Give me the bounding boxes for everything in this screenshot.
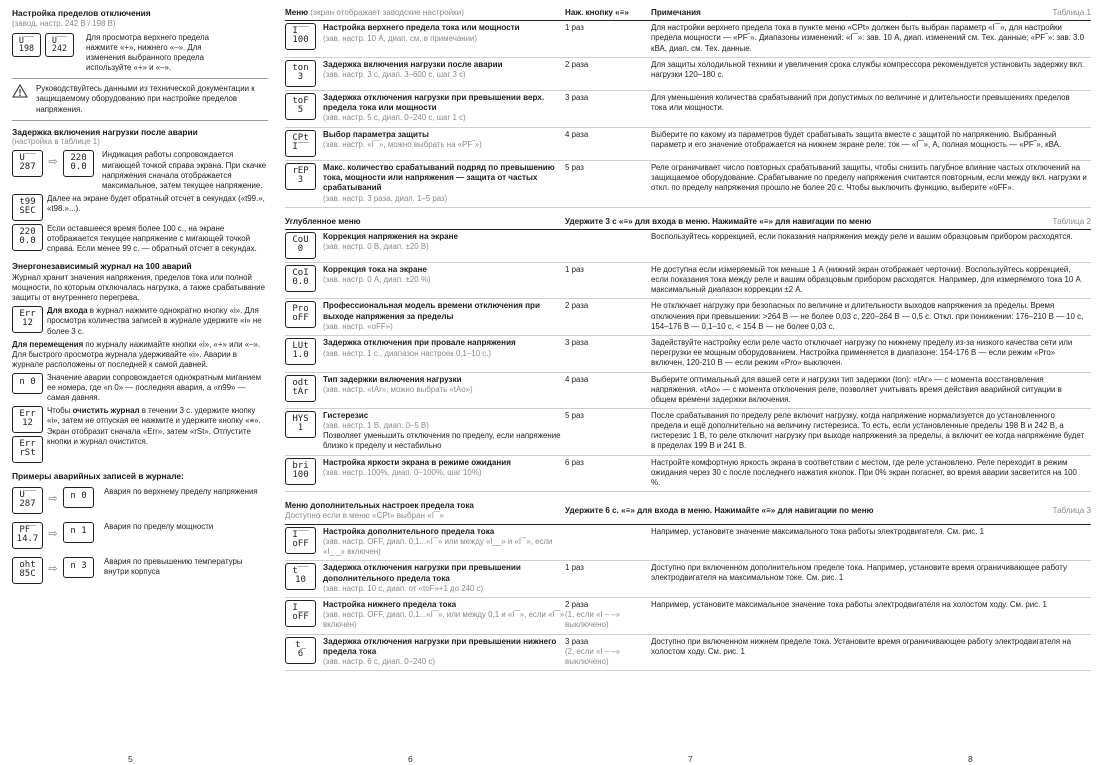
note-cell: Воспользуйтесь коррекцией, если показания напряжения между реле и вашим образцовым прибором расходятся. [651, 232, 1073, 242]
journal-clear-text-c: в течении 3 с. удержите кнопку «i», затем не отпуская ее нажмите и удержите кнопку «≡». Экран отобразит сначала «Err», затем «rSt». Отпустите кнопки и журнал очистится. [47, 406, 261, 446]
settings-row [285, 21, 1091, 57]
setting-display: t‾‾ 10 [285, 563, 316, 590]
example-display-a: oht 85C [12, 557, 43, 584]
press-count: 4 раза [565, 374, 589, 384]
press-count: 5 раз [565, 162, 584, 172]
note-cell: Не доступна если измеряемый ток меньше 1 А (нижний экран отображает черточки). Воспользуйтесь коррекцией, если показания тока между реле и вашим образцовым прибором расходятся. Например, для измеряемого тока 10 А максимальный диапазон коррекции ±2 А. [651, 265, 1081, 295]
display-countdown: t99 SEC [12, 194, 43, 221]
setting-factory: (зав. настр. 1 В, диап. 0–5 В) [323, 421, 429, 431]
note-cell: Доступно при включенном нижнем пределе тока. Установите время ограничивающее работу электродвигателя на холостом ходу. См. рис. 1 [651, 636, 1072, 656]
settings-row [285, 91, 1091, 128]
setting-title: Макс. количество срабатываний подряд по превышению тока, мощности или напряжения — защита от частых срабатываний [323, 162, 555, 193]
setting-title: Коррекция напряжения на экране [323, 232, 459, 242]
setting-factory: (зав. настр. 3 раза, диап. 1–5 раз) [323, 193, 448, 203]
setting-display: ton 3 [285, 60, 316, 87]
note-cell: Например, установите значение максимального тока работы электродвигателя. См. рис. 1 [651, 526, 984, 536]
press-count: 1 раз [565, 563, 584, 573]
setting-display: CoI 0.0 [285, 265, 316, 292]
setting-display: t_ 6 [285, 637, 316, 664]
press-cell [565, 338, 651, 368]
table2-instruction: Удержите 3 с «≡» для входа в меню. Нажимайте «≡» для навигации по меню [565, 216, 872, 226]
press-count: 3 раза [565, 92, 589, 102]
example-display-b: n 0 [63, 487, 94, 508]
example-row [12, 487, 268, 514]
press-cell [565, 23, 651, 53]
journal-enter-bold: Для входа [47, 306, 88, 316]
note-cell: Например, установите максимальное значение тока работы электродвигателя на холостом ходу. См. рис. 1 [651, 600, 1047, 610]
setting-title: Тип задержки включения нагрузки [323, 374, 462, 384]
note-cell: Для настройки верхнего предела тока в пункте меню «CPt» должен быть выбран параметр «I‾‾», для настройки предела мощности — «PF‾». Диапазоны изменений: «I‾‾»: зав. 10 А, диап. изменений см. Тех. данные; «PF‾»: зав. 3.0 кВА, диап. см. Тех. данные. [651, 23, 1085, 53]
note-cell: Выберите по какому из параметров будет срабатывать защита вместе с защитой по напряжению. Выбранный параметр и его значение отображается на нижнем экране реле: ток — «I‾‾», А, полная мощность — «PF‾», кВА. [651, 129, 1062, 149]
setting-cell [285, 411, 565, 452]
display-err-count: Err 12 [12, 306, 43, 333]
setting-factory: (зав. настр. «oFF») [323, 322, 393, 332]
setting-factory: (зав. настр. 5 с, диап. 0–240 с, шаг 1 с) [323, 113, 466, 123]
setting-cell [285, 600, 565, 631]
display-max-voltage: U‾‾ 287 [12, 150, 43, 177]
setting-title: Задержка отключения при провале напряжения [323, 338, 516, 348]
example-row [12, 557, 268, 584]
setting-factory: (зав. настр. OFF, диап. 0,1...«I‾‾» или между «I__» и «I‾‾», если «I_ _» включен) [323, 536, 553, 557]
press-cell [565, 301, 651, 332]
setting-display: odt tAr [285, 375, 316, 402]
table1-number: Таблица 1 [1052, 8, 1091, 17]
press-cell [565, 375, 651, 405]
delay-text-1: Индикация работы сопровождается мигающей точкой справа экрана. При скачке напряжения сначала отображается максимальное, затем текущее напряжение. [102, 150, 267, 190]
setting-display: I__ oFF [285, 600, 316, 627]
setting-factory: (зав. настр. 3 с, диап. 3–600 с, шаг 3 с) [323, 70, 466, 80]
page-number: 5 [128, 754, 133, 764]
note-cell: Настройте комфортную яркость экрана в соответствии с местом, где реле установлено. Реле переходит в режим ожидания через 30 с после последнего нажатия кнопок. При 0% экран погаснет, во время аварии засветится на 100 %. [651, 457, 1077, 487]
note-cell: Выберите оптимальный для вашей сети и нагрузки тип задержки (ton): «tAr» — с момента восстановления напряжения. «tAo» — с момента отключения реле, позволяет учитывать время действия аварийной ситуации в общем времени задержки включения. [651, 374, 1062, 404]
journal-enter-text: в журнал нажмите однократно кнопку «i». Для просмотра количества записей в журнале удержите «i» не более 3 с. [47, 306, 262, 336]
press-cell [565, 163, 651, 204]
journal-title: Энергонезависимый журнал на 100 аварий [12, 261, 192, 272]
note-cell: Не отключает нагрузку при безопасных по величине и длительности выходов напряжения за пределы. Время отключения при превышении: >264 В — не более 0,03 с, 220–264 В — 0,5 с. Откл. при понижении: 176–210 В — 10 с, 154–176 В — 0,1–10 с, < 154 В — не более 0,03 с. [651, 301, 1084, 331]
setting-factory: (зав. настр. 0 В, диап. ±20 В) [323, 242, 429, 252]
journal-text: Журнал хранит значения напряжения, пределов тока или полной мощности, по которым отключалась нагрузка, а также срабатывание защиты от внутреннего перегрева. [12, 273, 265, 303]
table3-menu-header: Меню дополнительных настроек предела тока [285, 500, 474, 510]
table1-menu-header: Меню [285, 8, 309, 17]
journal-move-bold: Для перемещения [12, 339, 84, 349]
display-err-reset: Err rSt [12, 436, 43, 463]
press-cell [565, 600, 651, 631]
page-number: 6 [408, 754, 413, 764]
page-number: 7 [688, 754, 693, 764]
setting-display: HYS 1 [285, 411, 316, 438]
setting-display: I‾‾ 100 [285, 23, 316, 50]
press-count: 5 раз [565, 410, 584, 420]
note-cell: Доступно при включенном дополнительном пределе тока. Например, установите время ограничивающее работу электродвигателя на максимальном токе. См. рис. 1 [651, 563, 1067, 583]
setting-factory: (зав. настр. 10 А, диап. см. в примечании) [323, 33, 478, 43]
note-cell: Для уменьшения количества срабатываний при допустимых по величине и длительности превышениях пределов тока или мощности. [651, 92, 1070, 112]
left-column [12, 8, 268, 587]
table2-header [285, 217, 1091, 230]
setting-title: Коррекция тока на экране [323, 265, 427, 275]
delay-text-2: Далее на экране будет обратный отсчет в секундах («t99.», «t98.»...). [47, 193, 265, 214]
setting-title: Задержка отключения нагрузки при превышении дополнительного предела тока [323, 563, 521, 583]
table1-menu-note: (экран отображает заводские настройки) [308, 8, 464, 17]
limits-text: Для просмотра верхнего предела нажмите «+», нижнего «–». Для изменения выбранного предела используйте «+» и «–». [86, 32, 209, 73]
example-text: Авария по превышению температуры внутри корпуса [104, 557, 243, 577]
settings-row [285, 263, 1091, 299]
delay-title: Задержка включения нагрузки после аварии [12, 126, 198, 137]
table2-number: Таблица 2 [1052, 216, 1091, 226]
setting-cell [285, 375, 565, 405]
settings-row [285, 58, 1091, 91]
setting-cell [285, 60, 565, 87]
setting-factory: (зав. настр. 10 с, диап. от «toF»+1 до 240 с) [323, 583, 484, 593]
page-number: 8 [968, 754, 973, 764]
warning-icon [12, 84, 28, 98]
setting-title: Настройка верхнего предела тока или мощности [323, 23, 520, 33]
setting-cell [285, 23, 565, 53]
press-count: 2 раза [565, 59, 589, 69]
table3-header [285, 501, 1091, 525]
note-cell: Реле ограничивает число повторных срабатываний защиты, чтобы снизить пагубное влияние частых отключений на защищаемое оборудование. Срабатывание по пределу напряжения считается повторным, если между вкл. нагрузки и откл. по пределу напряжения прошло не более 20 с. Чтобы выключить функцию, выберите «oFF». [651, 162, 1087, 192]
setting-cell [285, 301, 565, 332]
display-voltage-dot: 220 0.0 [12, 224, 43, 251]
table1-notes-header: Примечания [651, 8, 701, 17]
setting-factory: (зав. настр. 1 с., диапазон настроек 0,1–10 с.) [323, 348, 492, 358]
display-lower-limit: U‾‾ 198 [12, 33, 41, 57]
press-count-alt: (1, если «I – –» выключено) [565, 610, 621, 630]
arrow-right-icon: ⇨ [48, 528, 58, 541]
journal-record-text: Значение аварии сопровождается однократным миганием ее номера, где «n 0» — последняя авария, а «n99» — самая давняя. [47, 372, 262, 403]
setting-extra: Позволяет уменьшить отключения по пределу, если напряжение близко к пределу и нестабильно [323, 431, 561, 451]
setting-display: CPt I‾‾ [285, 130, 316, 157]
setting-display: I‾‾ oFF [285, 527, 316, 554]
press-cell [565, 60, 651, 87]
setting-title: Задержка включения нагрузки после аварии [323, 59, 503, 69]
press-count: 3 раза [565, 338, 589, 348]
setting-display: rEP 3 [285, 163, 316, 190]
press-count: 1 раз [565, 265, 584, 275]
delay-subtitle: (настройка в таблице 1) [12, 137, 100, 147]
note-cell: Задействуйте настройку если реле часто отключает нагрузку по нижнему пределу из-за низкого качества сети или перегрузки ее мощным оборудованием. Настройка применяется в диапазоне: 154-176 В — если режим «Pro» включен, 120-210 В — если режим «Pro» выключен. [651, 338, 1073, 368]
setting-factory: (зав. настр. 6 с, диап. 0–240 с) [323, 657, 435, 667]
table1-press-header: Наж. кнопку «≡» [565, 8, 629, 17]
limits-title: Настройка пределов отключения [12, 8, 151, 18]
setting-title: Задержка отключения нагрузки при превышении верх. предела тока или мощности [323, 92, 545, 113]
settings-row [285, 598, 1091, 635]
press-cell [565, 458, 651, 488]
setting-title: Настройка яркости экрана в режиме ожидания [323, 457, 512, 467]
setting-display: CoU 0 [285, 232, 316, 259]
example-text: Авария по верхнему пределу напряжения [104, 487, 258, 497]
setting-factory: (зав. настр. «tAr», можно выбрать «tAo») [323, 384, 473, 394]
press-count: 3 раза [565, 636, 589, 646]
press-cell [565, 265, 651, 295]
press-cell [565, 563, 651, 594]
display-record-number: n 0 [12, 373, 43, 394]
setting-title: Настройка нижнего предела тока [323, 600, 457, 610]
press-cell [565, 232, 651, 259]
setting-title: Выбор параметра защиты [323, 129, 429, 139]
example-text: Авария по пределу мощности [104, 522, 214, 532]
setting-cell [285, 527, 565, 558]
press-count: 4 раза [565, 129, 589, 139]
setting-cell [285, 163, 565, 204]
journal-clear-text-a: Чтобы [47, 406, 73, 416]
setting-cell [285, 130, 565, 157]
setting-display: Pro oFF [285, 301, 316, 328]
setting-factory: (зав. настр. «I‾‾», можно выбрать на «PF‾») [323, 139, 482, 149]
journal-clear-bold: очистить журнал [72, 406, 140, 416]
example-display-a: PF‾ 14.7 [12, 522, 43, 549]
arrow-right-icon: ⇨ [48, 156, 58, 169]
setting-cell [285, 458, 565, 488]
table2-menu-header: Углубленное меню [285, 216, 361, 226]
note-cell: Для защиты холодильной техники и увеличения срока службы компрессора рекомендуется установить задержку вкл. нагрузки 120–180 с. [651, 59, 1085, 79]
settings-tables [285, 8, 1091, 671]
examples-title: Примеры аварийных записей в журнале: [12, 471, 184, 482]
table1-header [285, 8, 1091, 21]
table3-subheader: Доступно если в меню «CPt» выбран «I‾‾» [285, 511, 444, 521]
delay-text-3: Если оставшееся время более 100 с., на экране отображается текущее напряжение с мигающей точкой справа. Если менее 99 с. — обратный отсчет в секундах. [47, 223, 257, 254]
settings-row [285, 635, 1091, 672]
display-err: Err 12 [12, 406, 43, 433]
settings-row [285, 299, 1091, 336]
settings-row [285, 561, 1091, 598]
setting-cell [285, 265, 565, 295]
settings-row [285, 230, 1091, 263]
settings-row [285, 336, 1091, 372]
setting-title: Настройка дополнительного предела тока [323, 526, 495, 536]
settings-row [285, 373, 1091, 409]
warning-text: Руководствуйтесь данными из технической документации к защищаемому оборудованию при настройке пределов напряжения. [36, 84, 255, 114]
press-cell [565, 527, 651, 558]
settings-row [285, 161, 1091, 208]
settings-row [285, 128, 1091, 161]
limits-subtitle: (завод. настр. 242 В / 198 В) [12, 18, 116, 28]
press-count: 2 раза [565, 600, 589, 610]
setting-cell [285, 563, 565, 594]
setting-cell [285, 338, 565, 368]
arrow-right-icon: ⇨ [48, 493, 58, 506]
setting-cell [285, 93, 565, 124]
press-cell [565, 637, 651, 668]
press-cell [565, 411, 651, 452]
setting-display: bri 100 [285, 458, 316, 485]
press-cell [565, 93, 651, 124]
setting-title: Профессиональная модель времени отключения при выходе напряжения за пределы [323, 301, 540, 321]
setting-cell [285, 232, 565, 259]
setting-factory: (зав. настр. 0 А, диап. ±20 %) [323, 275, 431, 285]
display-upper-limit: U‾‾ 242 [45, 33, 74, 57]
table3-number: Таблица 3 [1052, 506, 1091, 516]
settings-row [285, 409, 1091, 456]
display-current-voltage: 220 0.0 [63, 150, 94, 177]
journal-move-text: по журналу нажимайте кнопки «i», «+» или «–». Для быстрого просмотра журнала удерживайте «i». Аварии в журнале расположены от последней к самой давней. [12, 339, 261, 369]
press-cell [565, 130, 651, 157]
example-display-b: n 3 [63, 557, 94, 578]
press-count-alt: (2, если «I – –» выключено) [565, 646, 621, 666]
setting-cell [285, 637, 565, 668]
example-display-a: U‾‾ 287 [12, 487, 43, 514]
press-count: 2 раза [565, 301, 589, 311]
arrow-right-icon: ⇨ [48, 563, 58, 576]
setting-title: Задержка отключения нагрузки при превышении нижнего предела тока [323, 636, 557, 656]
setting-display: toF 5 [285, 93, 316, 120]
setting-factory: (зав. настр. OFF, диап. 0,1...«I‾‾», или между 0,1 и «I‾‾», если «I‾‾» включен) [323, 610, 565, 630]
press-count: 6 раз [565, 457, 584, 467]
example-display-b: n 1 [63, 522, 94, 543]
example-row [12, 522, 268, 549]
settings-row [285, 456, 1091, 492]
table3-instruction: Удержите 6 с. «≡» для входа в меню. Нажимайте «≡» для навигации по меню [565, 506, 874, 516]
note-cell: После срабатывания по пределу реле включит нагрузку, когда напряжение нормализуется до установленного предела и ещё дополнительно на величину гистерезиса. То есть, если установленные пределы 198 В и 242 В, а гистерезис 1 В, то реле отключит нагрузку при выходе напряжения за пределы, а включит ее когда напряжение будет в пределах 199 В и 241 В. [651, 410, 1085, 451]
settings-row [285, 525, 1091, 562]
setting-display: LUt 1.0 [285, 338, 316, 365]
press-count: 1 раз [565, 23, 584, 33]
setting-title: Гистерезис [323, 410, 369, 420]
setting-factory: (зав. настр. 100%, диап. 0–100%, шаг 10%) [323, 467, 482, 477]
